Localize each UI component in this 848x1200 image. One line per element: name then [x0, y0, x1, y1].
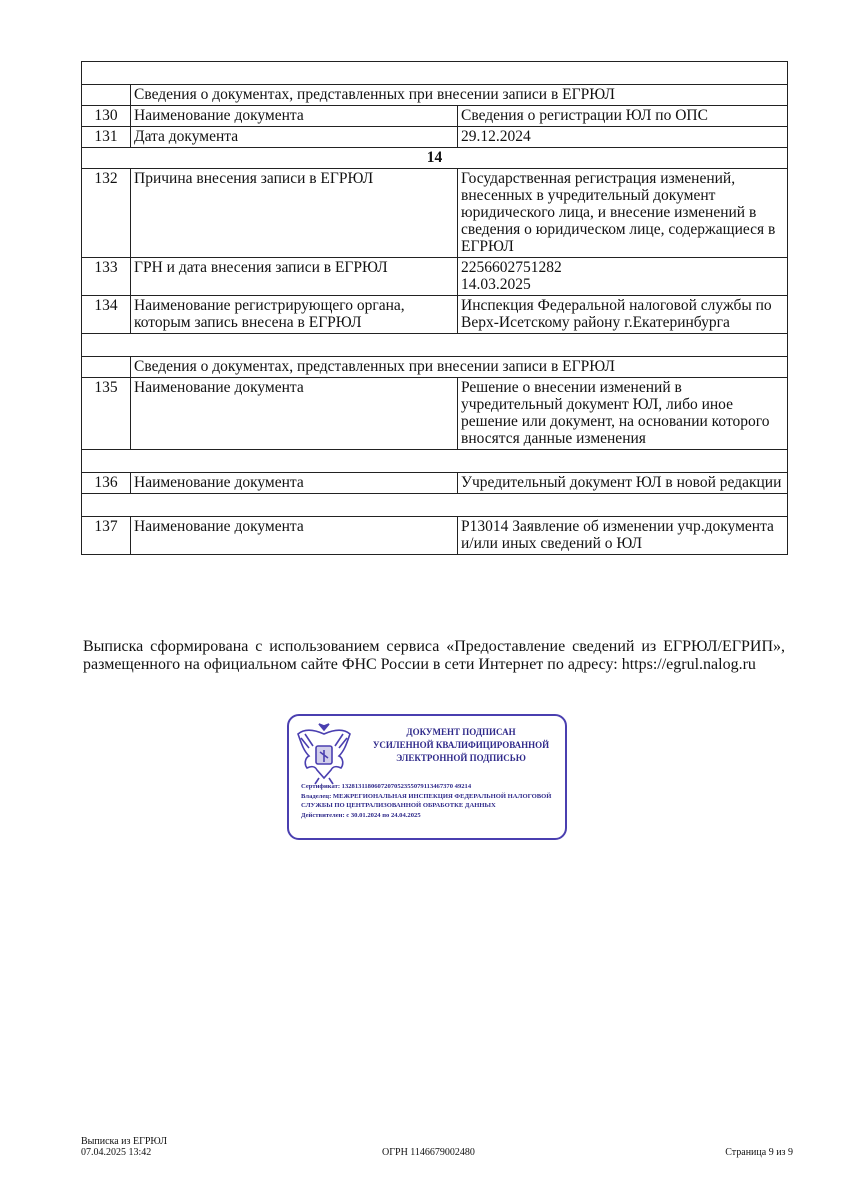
- record-number: 14: [82, 148, 788, 169]
- docs-heading: Сведения о документах, представленных при внесении записи в ЕГРЮЛ: [131, 357, 788, 378]
- empty-row: [82, 450, 788, 473]
- docs-heading: Сведения о документах, представленных при внесении записи в ЕГРЮЛ: [131, 85, 788, 106]
- table-row: [82, 473, 788, 494]
- row-value: Решение о внесении изменений в учредительный документ ЮЛ, либо иное решение или документ, на основании которого вносятся данные изменения: [458, 378, 788, 450]
- stamp-title: ДОКУМЕНТ ПОДПИСАН УСИЛЕННОЙ КВАЛИФИЦИРОВАННОЙ ЭЛЕКТРОННОЙ ПОДПИСЬЮ: [372, 727, 550, 763]
- docs-heading-row: [82, 357, 788, 378]
- row-number: 135: [82, 378, 131, 450]
- table-row: [82, 106, 788, 127]
- row-value: 2256602751282 14.03.2025: [458, 258, 788, 296]
- row-number: 131: [82, 127, 131, 148]
- row-number: 133: [82, 258, 131, 296]
- egrul-records-table: [81, 61, 788, 555]
- row-label: Причина внесения записи в ЕГРЮЛ: [131, 169, 458, 258]
- row-number: 136: [82, 473, 131, 494]
- statement-note: Выписка сформирована с использованием сервиса «Предоставление сведений из ЕГРЮЛ/ЕГРИП», размещенного на официальном сайте ФНС России в сети Интернет по адресу: https://egrul.nalog.ru: [83, 638, 785, 673]
- empty-row: [82, 62, 788, 85]
- row-number: 134: [82, 296, 131, 334]
- row-number: 137: [82, 517, 131, 555]
- empty-row: [82, 334, 788, 357]
- row-label: Наименование документа: [131, 106, 458, 127]
- table-row: [82, 296, 788, 334]
- e-signature-stamp: [287, 714, 567, 840]
- row-number: 130: [82, 106, 131, 127]
- table-row: [82, 258, 788, 296]
- table-row: [82, 127, 788, 148]
- page-number: Страница 9 из 9: [725, 1147, 793, 1158]
- table-row: [82, 378, 788, 450]
- footer-datetime: 07.04.2025 13:42: [81, 1147, 152, 1158]
- row-label: Наименование документа: [131, 473, 458, 494]
- row-value: 29.12.2024: [458, 127, 788, 148]
- row-value: Учредительный документ ЮЛ в новой редакции: [458, 473, 788, 494]
- row-label: Наименование регистрирующего органа, которым запись внесена в ЕГРЮЛ: [131, 296, 458, 334]
- table-row: [82, 517, 788, 555]
- row-label: Дата документа: [131, 127, 458, 148]
- row-label: Наименование документа: [131, 378, 458, 450]
- certificate-owner: Владелец: МЕЖРЕГИОНАЛЬНАЯ ИНСПЕКЦИЯ ФЕДЕРАЛЬНОЙ НАЛОГОВОЙ СЛУЖБЫ ПО ЦЕНТРАЛИЗОВАННОЙ ОБРАБОТКЕ ДАННЫХ: [301, 792, 552, 809]
- row-label: ГРН и дата внесения записи в ЕГРЮЛ: [131, 258, 458, 296]
- table-row: [82, 169, 788, 258]
- row-value: Р13014 Заявление об изменении учр.документа и/или иных сведений о ЮЛ: [458, 517, 788, 555]
- row-label: Наименование документа: [131, 517, 458, 555]
- certificate-validity: Действителен: с 30.01.2024 по 24.04.2025: [301, 811, 421, 819]
- row-value: Государственная регистрация изменений, внесенных в учредительный документ юридического лица, и внесение изменений в сведения о юридическом лице, содержащиеся в ЕГРЮЛ: [458, 169, 788, 258]
- footer-ogrn: ОГРН 1146679002480: [382, 1147, 475, 1158]
- stamp-details: [301, 782, 559, 820]
- docs-heading-row: [82, 85, 788, 106]
- row-number: 132: [82, 169, 131, 258]
- footer-doc-info: [81, 1136, 167, 1158]
- coat-of-arms-icon: [295, 722, 353, 786]
- footer-doc-name: Выписка из ЕГРЮЛ: [81, 1136, 167, 1147]
- row-value: Сведения о регистрации ЮЛ по ОПС: [458, 106, 788, 127]
- empty-row: [82, 494, 788, 517]
- certificate-number: Сертификат: 1328131180607207052355079113467370 49214: [301, 783, 472, 790]
- record-number-row: [82, 148, 788, 169]
- row-value: Инспекция Федеральной налоговой службы по Верх-Исетскому району г.Екатеринбурга: [458, 296, 788, 334]
